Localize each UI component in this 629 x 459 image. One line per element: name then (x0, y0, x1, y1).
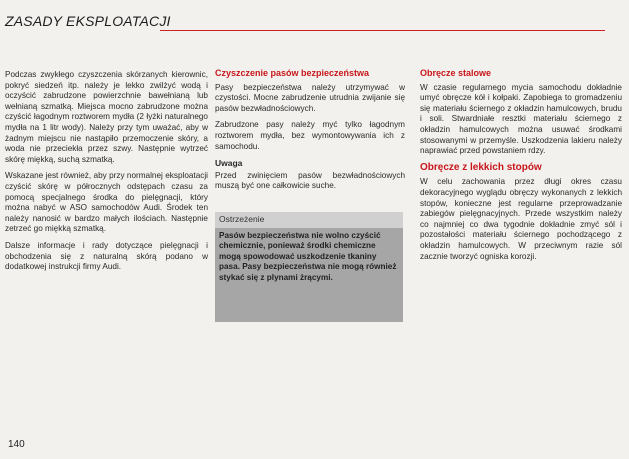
paragraph: Pasy bezpieczeństwa należy utrzymywać w czystości. Mocne zabrudzenie utrudnia zwijanie się pasów bezwładnościowych. (215, 82, 405, 113)
paragraph: W czasie regularnego mycia samochodu dokładnie umyć obręcze kół i kołpaki. Zapobiega to gromadzeniu się materiału ściernego z okładzin hamulcowych, brudu i soli. Stwardniałe resztki materiału ściernego z okładzin hamulcowych można usuwać środkami stosowanymi w przemyśle. Uszkodzenia lakieru należy naprawiać przed powstaniem rdzy. (420, 82, 622, 156)
paragraph: Przed zwinięciem pasów bezwładnościowych muszą być one całkowicie suche. (215, 170, 405, 191)
section-title-steel-rims: Obręcze stalowe (420, 68, 492, 78)
warning-label: Ostrzeżenie (215, 212, 403, 228)
paragraph: Zabrudzone pasy należy myć tylko łagodnym roztworem mydła, bez wymontowywania ich z samochodu. (215, 120, 405, 151)
paragraph: Wskazane jest również, aby przy normalnej eksploatacji czyścić skórę w półrocznych odstępach czasu za pomocą specjalnego środka do pielęgnacji, który można nabyć w ASO samochodów Audi. Środek ten należy nanosić w bardzo małych ilościach. Następnie zetrzeć go miękką szmatką. (5, 171, 208, 234)
paragraph: Dalsze informacje i rady dotyczące pielęgnacji i obchodzenia się z naturalną skórą podano w dodatkowej instrukcji firmy Audi. (5, 240, 208, 272)
note-label: Uwaga (215, 158, 243, 169)
warning-box (215, 212, 403, 322)
section-title-alloy-rims: Obręcze z lekkich stopów (420, 161, 542, 173)
column-leather-care (5, 70, 208, 279)
paragraph: W celu zachowania przez długi okres czasu dekoracyjnego wyglądu obręczy wykonanych z lekkich stopów, konieczne jest regularne przeprowadzanie zabiegów pielęgnacyjnych. Przede wszystkim należy co najmniej co dwa tygodnie dokładnie zmyć sól i pozostałości materiału ściernego pochodzącego z okładzin hamulcowych. W przeciwnym razie sól zacznie tworzyć ogniska korozji. (420, 177, 622, 261)
column-seatbelts (215, 68, 405, 198)
header-rule (160, 30, 605, 31)
paragraph: Podczas zwykłego czyszczenia skórzanych kierownic, pokryć siedzeń itp. należy je lekko zwilżyć wodą i oczyścić zabrudzone powierzchnie bawełnianą lub wełnianą szmatką. Miejsca mocno zabrudzone można czyścić łagodnym roztworem mydła (2 łyżki naturalnego mydła na 1 litr wody). Należy przy tym uważać, aby w żadnym miejscu nie nastąpiło przemoczenie skóry, a woda nie przeciekła przez szwy. Następnie wytrzeć skórę miękką, suchą szmatką. (5, 70, 208, 164)
warning-text: Pasów bezpieczeństwa nie wolno czyścić chemicznie, ponieważ środki chemiczne mogą spowodować uszkodzenie tkaniny pasa. Pasy bezpieczeństwa nie mogą również stykać się z plynami żrącymi. (219, 231, 397, 282)
page-header-title: ZASADY EKSPLOATACJI (5, 13, 171, 29)
page-number: 140 (8, 439, 25, 450)
column-wheel-rims (420, 68, 622, 268)
section-title-seatbelt-cleaning: Czyszczenie pasów bezpieczeństwa (215, 68, 370, 78)
